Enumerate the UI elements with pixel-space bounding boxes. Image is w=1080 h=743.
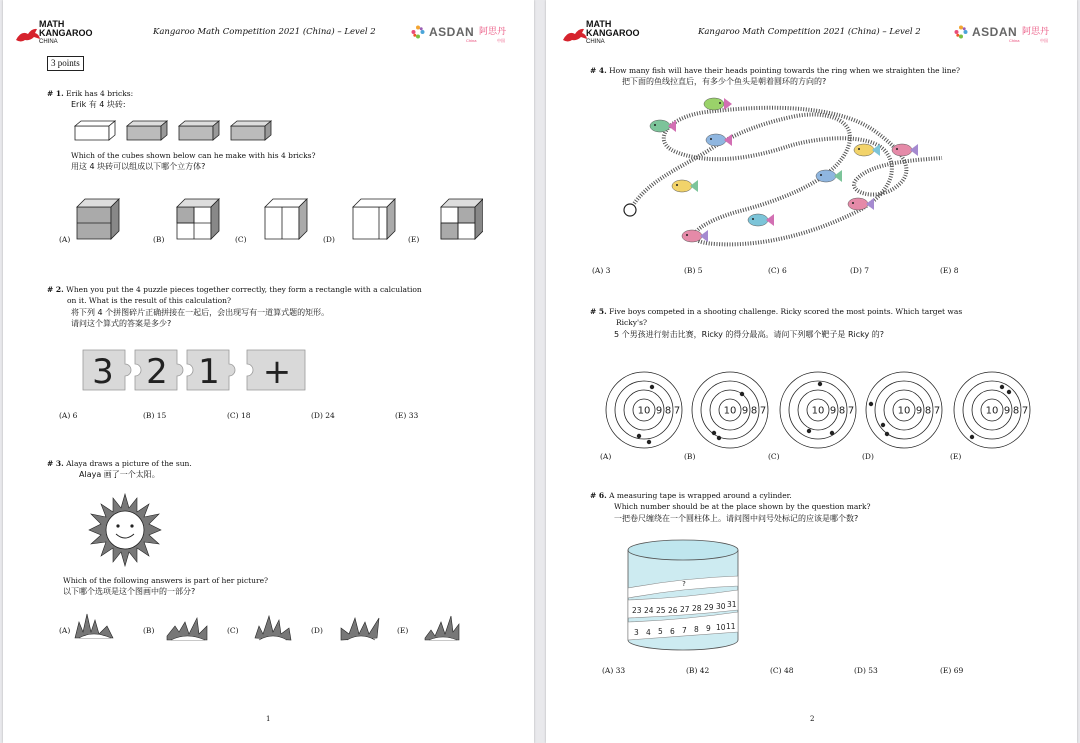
- q4-text-zh: 把下面的鱼线拉直后，有多少个鱼头是朝着圆环的方向的?: [622, 77, 827, 86]
- target-a-label-8: 8: [664, 405, 672, 417]
- tape-lower-4: 7: [682, 626, 687, 635]
- q4-option-c[interactable]: (C) 6: [768, 266, 787, 275]
- kangaroo-logo-icon: [15, 26, 41, 44]
- q2-option-a[interactable]: (A) 6: [59, 411, 78, 420]
- tape-lower-3: 6: [670, 627, 675, 636]
- sun-part-e: [425, 616, 459, 640]
- q5-option-b[interactable]: (B): [684, 452, 696, 461]
- q3-question-en: Which of the following answers is part of her picture?: [63, 576, 269, 585]
- asdan-sub-zh: 中国: [497, 38, 505, 43]
- tape-upper-2: 25: [656, 606, 666, 615]
- q5-number: # 5.: [590, 307, 607, 316]
- math-kangaroo-logo: [15, 20, 105, 48]
- target-a-label-10: 10: [637, 405, 651, 417]
- target-d-label-7: 7: [933, 405, 941, 417]
- brick-3: [179, 121, 219, 140]
- header-title: Kangaroo Math Competition 2021 (China) – Level 2: [153, 27, 376, 37]
- tape-lower-1: 4: [646, 628, 651, 637]
- target-d-label-8: 8: [924, 405, 932, 417]
- q3-sun-parts-figure: [73, 612, 473, 642]
- fish-3: [706, 134, 732, 146]
- target-c-label-10: 10: [811, 405, 825, 417]
- q5-text-en-2: Ricky's?: [616, 318, 647, 327]
- q2-text-zh-2: 请问这个算式的答案是多少?: [71, 319, 172, 328]
- q3-number: # 3.: [47, 459, 64, 468]
- tape-upper-0: 23: [632, 606, 642, 615]
- q1-bricks-figure: [73, 118, 273, 144]
- target-c-label-9: 9: [829, 405, 837, 417]
- puzzle-piece-4: [247, 350, 305, 392]
- ring-icon: [624, 204, 636, 216]
- q1-text-zh: Erik 有 4 块砖:: [71, 100, 126, 109]
- q2-option-d[interactable]: (D) 24: [311, 411, 335, 420]
- points-label: 3 points: [47, 56, 84, 71]
- question-mark: ?: [682, 580, 686, 588]
- q6-option-e[interactable]: (E) 69: [940, 666, 964, 675]
- q1-question-en: Which of the cubes shown below can he make with his 4 bricks?: [71, 151, 316, 160]
- q6-number: # 6.: [590, 491, 607, 500]
- tape-lower-8: 11: [726, 622, 736, 631]
- asdan-chinese-text: 阿思丹: [479, 27, 507, 37]
- q5-option-d[interactable]: (D): [862, 452, 874, 461]
- fish-10: [682, 230, 708, 242]
- logo-text-math: MATH: [39, 19, 65, 29]
- q6-option-b[interactable]: (B) 42: [686, 666, 710, 675]
- q6-text-en-2: Which number should be at the place shown by the question mark?: [614, 502, 871, 511]
- puzzle-piece-1: [83, 350, 131, 392]
- page-header: [3, 18, 534, 48]
- q4-option-e[interactable]: (E) 8: [940, 266, 959, 275]
- asdan-sub-en: China: [466, 38, 477, 43]
- q5-number-text: [590, 306, 962, 317]
- q5-option-e[interactable]: (E): [950, 452, 962, 461]
- page-number-1: 1: [266, 715, 271, 723]
- tape-upper-7: 30: [716, 602, 726, 611]
- sun-part-b: [167, 618, 207, 640]
- page-1: [3, 0, 534, 743]
- q6-number-text: [590, 490, 792, 501]
- logo-text-math: MATH: [586, 19, 612, 29]
- q1-option-c[interactable]: (C): [235, 235, 247, 244]
- fishing-line: [630, 108, 942, 245]
- cube-d: [353, 199, 395, 239]
- brick-1: [75, 121, 115, 140]
- puzzle-piece-1-label: 3: [92, 352, 114, 392]
- q5-option-c[interactable]: (C): [768, 452, 780, 461]
- cube-b: [177, 199, 219, 239]
- cube-e: [441, 199, 483, 239]
- sun-part-a: [75, 614, 113, 638]
- q3-option-e[interactable]: (E): [397, 626, 409, 635]
- sun-part-c: [255, 616, 291, 640]
- header-title: Kangaroo Math Competition 2021 (China) – Level 2: [698, 27, 921, 37]
- tape-upper-5: 28: [692, 604, 702, 613]
- asdan-sub-en: China: [1009, 38, 1020, 43]
- q4-text-en: How many fish will have their heads pointing towards the ring when we straighten the line?: [609, 66, 961, 75]
- q5-text-zh: 5 个男孩进行射击比赛，Ricky 的得分最高。请问下列哪个靶子是 Ricky 的?: [614, 330, 885, 339]
- q2-option-e[interactable]: (E) 33: [395, 411, 419, 420]
- target-c: [780, 372, 856, 448]
- tape-lower-7: 10: [716, 623, 726, 632]
- q6-text-en: A measuring tape is wrapped around a cylinder.: [609, 491, 792, 500]
- fish-4: [854, 144, 880, 156]
- q2-text-en-2: on it. What is the result of this calculation?: [67, 296, 232, 305]
- tape-lower-0: 3: [634, 628, 639, 637]
- q3-option-d[interactable]: (D): [311, 626, 323, 635]
- cube-c: [265, 199, 307, 239]
- q1-option-a[interactable]: (A): [59, 235, 71, 244]
- q3-question-zh: 以下哪个选项是这个图画中的一部分?: [63, 587, 196, 596]
- fish-1: [650, 120, 676, 132]
- puzzle-piece-2-label: 2: [146, 352, 168, 392]
- target-e-label-9: 9: [1003, 405, 1011, 417]
- q6-text-zh: 一把卷尺缠绕在一个圆柱体上。请问图中问号处标记的应该是哪个数?: [614, 514, 859, 523]
- q4-fishing-line-figure: [616, 92, 951, 254]
- q3-option-b[interactable]: (B): [143, 626, 155, 635]
- page-header: [546, 18, 1077, 48]
- q3-number-text: [47, 458, 192, 469]
- target-b: [692, 372, 768, 448]
- target-d-label-9: 9: [915, 405, 923, 417]
- q3-option-c[interactable]: (C): [227, 626, 239, 635]
- fish-7: [816, 170, 842, 182]
- target-d-label-10: 10: [897, 405, 911, 417]
- logo-text-kangaroo: KANGAROO: [39, 28, 93, 38]
- fish-5: [892, 144, 918, 156]
- brick-2: [127, 121, 167, 140]
- target-b-label-8: 8: [750, 405, 758, 417]
- tape-lower-6: 9: [706, 624, 711, 633]
- target-e-label-10: 10: [985, 405, 999, 417]
- fish-2: [704, 98, 732, 110]
- puzzle-piece-2: [135, 350, 183, 392]
- target-e: [954, 372, 1030, 448]
- q6-cylinder-figure: [626, 536, 740, 652]
- q2-number: # 2.: [47, 285, 64, 294]
- tape-lower-5: 8: [694, 625, 699, 634]
- asdan-flower-icon: [954, 25, 968, 39]
- cube-a: [77, 199, 119, 239]
- asdan-logo: [411, 24, 516, 44]
- asdan-text: ASDAN: [972, 25, 1018, 39]
- q2-text-en: When you put the 4 puzzle pieces together correctly, they form a rectangle with a calculation: [66, 285, 422, 294]
- logo-text-china: CHINA: [586, 39, 605, 45]
- tape-upper-1: 24: [644, 606, 654, 615]
- target-e-label-8: 8: [1012, 405, 1020, 417]
- puzzle-piece-3: [187, 350, 235, 392]
- q5-option-a[interactable]: (A): [600, 452, 612, 461]
- target-b-label-9: 9: [741, 405, 749, 417]
- target-b-label-7: 7: [759, 405, 767, 417]
- target-d: [866, 372, 942, 448]
- asdan-chinese-text: 阿思丹: [1022, 27, 1050, 37]
- tape-upper-4: 27: [680, 605, 690, 614]
- q1-question-zh: 用这 4 块砖可以组成以下哪个立方体?: [71, 162, 206, 171]
- target-a: [606, 372, 682, 448]
- q1-option-e[interactable]: (E): [408, 235, 420, 244]
- q2-number-text: [47, 284, 422, 295]
- math-kangaroo-logo: [562, 20, 652, 48]
- asdan-sub-zh: 中国: [1040, 38, 1048, 43]
- target-e-label-7: 7: [1021, 405, 1029, 417]
- logo-text-kangaroo: KANGAROO: [586, 28, 640, 38]
- asdan-flower-icon: [411, 25, 425, 39]
- sun-icon: [87, 492, 163, 568]
- target-a-label-7: 7: [673, 405, 681, 417]
- fish-9: [748, 214, 774, 226]
- target-c-label-7: 7: [847, 405, 855, 417]
- kangaroo-logo-icon: [562, 26, 588, 44]
- tape-upper-8: 31: [727, 600, 737, 609]
- q6-option-c[interactable]: (C) 48: [770, 666, 794, 675]
- q5-targets-figure: [602, 368, 1042, 452]
- q6-option-d[interactable]: (D) 53: [854, 666, 878, 675]
- q4-option-a[interactable]: (A) 3: [592, 266, 611, 275]
- tape-lower-2: 5: [658, 627, 663, 636]
- q4-number: # 4.: [590, 66, 607, 75]
- asdan-text: ASDAN: [429, 25, 475, 39]
- q4-option-b[interactable]: (B) 5: [684, 266, 703, 275]
- target-b-label-10: 10: [723, 405, 737, 417]
- target-a-label-9: 9: [655, 405, 663, 417]
- q1-text-en: Erik has 4 bricks:: [66, 89, 134, 98]
- q1-number: # 1.: [47, 89, 64, 98]
- logo-text-china: CHINA: [39, 39, 58, 45]
- q3-option-a[interactable]: (A): [59, 626, 71, 635]
- sun-part-d: [341, 618, 379, 640]
- page-2: [546, 0, 1077, 743]
- q6-option-a[interactable]: (A) 33: [602, 666, 626, 675]
- q2-option-b[interactable]: (B) 15: [143, 411, 167, 420]
- page-number-2: 2: [810, 715, 815, 723]
- tape-upper-6: 29: [704, 603, 714, 612]
- q2-option-c[interactable]: (C) 18: [227, 411, 251, 420]
- q5-text-en: Five boys competed in a shooting challenge. Ricky scored the most points. Which target was: [609, 307, 963, 316]
- q3-text-zh: Alaya 画了一个太阳。: [79, 470, 160, 479]
- q1-cubes-figure: [73, 195, 483, 243]
- q2-text-zh: 将下列 4 个拼图碎片正确拼接在一起后，会出现写有一道算式题的矩形。: [71, 308, 330, 317]
- target-c-label-8: 8: [838, 405, 846, 417]
- fish-6: [672, 180, 698, 192]
- fish-8: [848, 198, 874, 210]
- q4-option-d[interactable]: (D) 7: [850, 266, 870, 275]
- puzzle-piece-4-label: +: [262, 352, 292, 392]
- tape-upper-3: 26: [668, 606, 678, 615]
- q4-number-text: [590, 65, 960, 76]
- q1-option-d[interactable]: (D): [323, 235, 335, 244]
- q3-text-en: Alaya draws a picture of the sun.: [66, 459, 192, 468]
- q1-number-text: [47, 88, 133, 99]
- asdan-logo: [954, 24, 1059, 44]
- brick-4: [231, 121, 271, 140]
- q1-option-b[interactable]: (B): [153, 235, 165, 244]
- q2-puzzle-figure: [81, 347, 313, 395]
- puzzle-piece-3-label: 1: [198, 352, 220, 392]
